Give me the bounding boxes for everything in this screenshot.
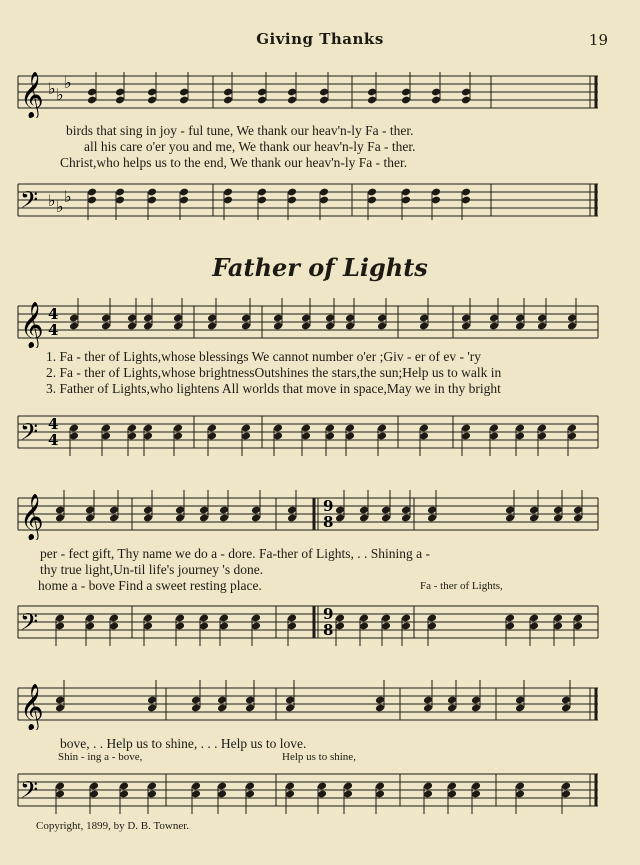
page-header-title: Giving Thanks — [256, 30, 384, 48]
svg-text:♭: ♭ — [56, 85, 64, 104]
svg-text:𝄞: 𝄞 — [20, 684, 44, 730]
system-3-lyric-1: per - fect gift, Thy name we do a - dore. Fa-ther of Lights, . . Shining a - — [40, 546, 431, 561]
svg-text:♭: ♭ — [56, 197, 64, 216]
system-1-treble-staff — [0, 68, 640, 118]
system-3-lyric-2: thy true light,Un-til life's journey 's done. — [40, 562, 264, 577]
system-4-bass-staff — [0, 762, 640, 817]
system-4-bass-lyric-b: Help us to shine, — [282, 751, 356, 763]
system-3-bass-lyric: Fa - ther of Lights, — [420, 580, 503, 592]
system-2-lyric-3: 3. Father of Lights,who lightens All worlds that move in space,May we in thy bright — [46, 381, 501, 396]
svg-text:4: 4 — [48, 431, 59, 449]
svg-text:8: 8 — [323, 621, 334, 639]
svg-text:𝄢: 𝄢 — [20, 418, 39, 451]
system-3-treble-staff — [0, 490, 640, 540]
svg-text:9: 9 — [323, 497, 334, 515]
svg-text:𝄢: 𝄢 — [20, 186, 39, 219]
system-2-bass-staff — [0, 404, 640, 459]
system-2-lyric-2: 2. Fa - ther of Lights,whose brightnessOutshines the stars,the sun;Help us to walk in — [46, 365, 502, 380]
system-4-lyric-1: bove, . . Help us to shine, . . . Help us to love. — [60, 736, 307, 751]
svg-text:𝄢: 𝄢 — [20, 608, 39, 641]
svg-text:𝄢: 𝄢 — [20, 776, 39, 809]
svg-text:𝄞: 𝄞 — [20, 494, 44, 540]
system-1-lyric-3: Christ,who helps us to the end, We thank our heav'n-ly Fa - ther. — [60, 155, 408, 170]
hymn-title: Father of Lights — [212, 253, 428, 282]
copyright-notice: Copyright, 1899, by D. B. Towner. — [36, 820, 190, 832]
svg-text:9: 9 — [323, 605, 334, 623]
system-3-lyric-3: home a - bove Find a sweet resting place. — [38, 578, 262, 593]
system-4-bass-lyric-a: Shin - ing a - bove, — [58, 751, 143, 763]
svg-text:𝄞: 𝄞 — [20, 72, 44, 118]
system-1-lyric-2: all his care o'er you and me, We thank our heav'n-ly Fa - ther. — [84, 139, 416, 154]
system-2-treble-staff — [0, 298, 640, 348]
svg-text:𝄞: 𝄞 — [20, 302, 44, 348]
system-1-lyric-1: birds that sing in joy - ful tune, We thank our heav'n-ly Fa - ther. — [66, 123, 414, 138]
svg-text:4: 4 — [48, 321, 59, 339]
svg-text:♭: ♭ — [48, 191, 56, 210]
svg-text:♭: ♭ — [48, 79, 56, 98]
page-number: 19 — [588, 31, 608, 49]
system-3-bass-staff — [0, 594, 640, 649]
svg-text:8: 8 — [323, 513, 334, 531]
svg-text:4: 4 — [48, 415, 59, 433]
svg-text:4: 4 — [48, 305, 59, 323]
svg-text:♭: ♭ — [64, 73, 72, 92]
system-4-treble-staff — [0, 680, 640, 730]
system-1-bass-staff — [0, 172, 640, 227]
system-2-lyric-1: 1. Fa - ther of Lights,whose blessings We cannot number o'er ;Giv - er of ev - 'ry — [46, 349, 482, 364]
svg-text:♭: ♭ — [64, 187, 72, 206]
